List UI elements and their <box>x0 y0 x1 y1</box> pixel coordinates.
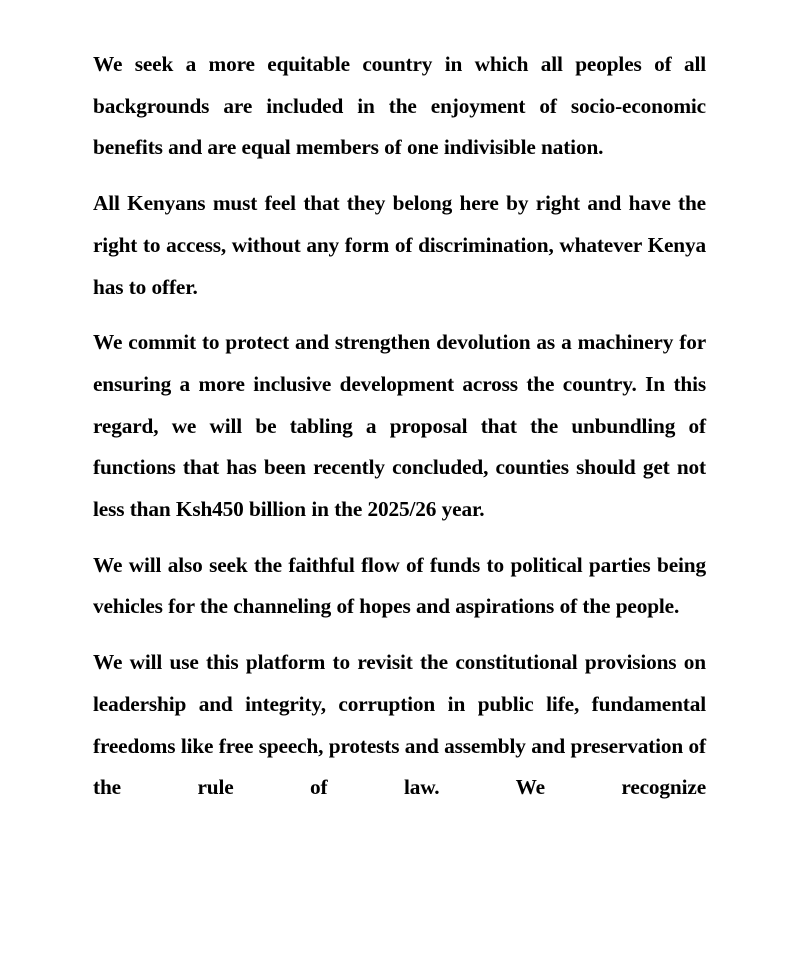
paragraph-constitutional-provisions: We will use this platform to revisit the constitutional provisions on leadership and integrity, corruption in public life, fundamental freedoms like free speech, protests and assembly and preservation of the rule of law. We recognize <box>93 650 706 800</box>
paragraph-all-kenyans: All Kenyans must feel that they belong here by right and have the right to access, without any form of discrimination, whatever Kenya has to offer. <box>93 191 706 299</box>
paragraph-equitable-country: We seek a more equitable country in which all peoples of all backgrounds are included in the enjoyment of socio-economic benefits and are equal members of one indivisible nation. <box>93 52 706 160</box>
paragraph-devolution: We commit to protect and strengthen devolution as a machinery for ensuring a more inclusive development across the country. In this regard, we will be tabling a proposal that the unbundling of functions that has been recently concluded, counties should get not less than Ksh450 billion in the 2025/26 year. <box>93 330 706 522</box>
paragraph-political-parties-funds: We will also seek the faithful flow of funds to political parties being vehicles for the channeling of hopes and aspirations of the people. <box>93 552 706 619</box>
document-text-body <box>93 44 706 851</box>
